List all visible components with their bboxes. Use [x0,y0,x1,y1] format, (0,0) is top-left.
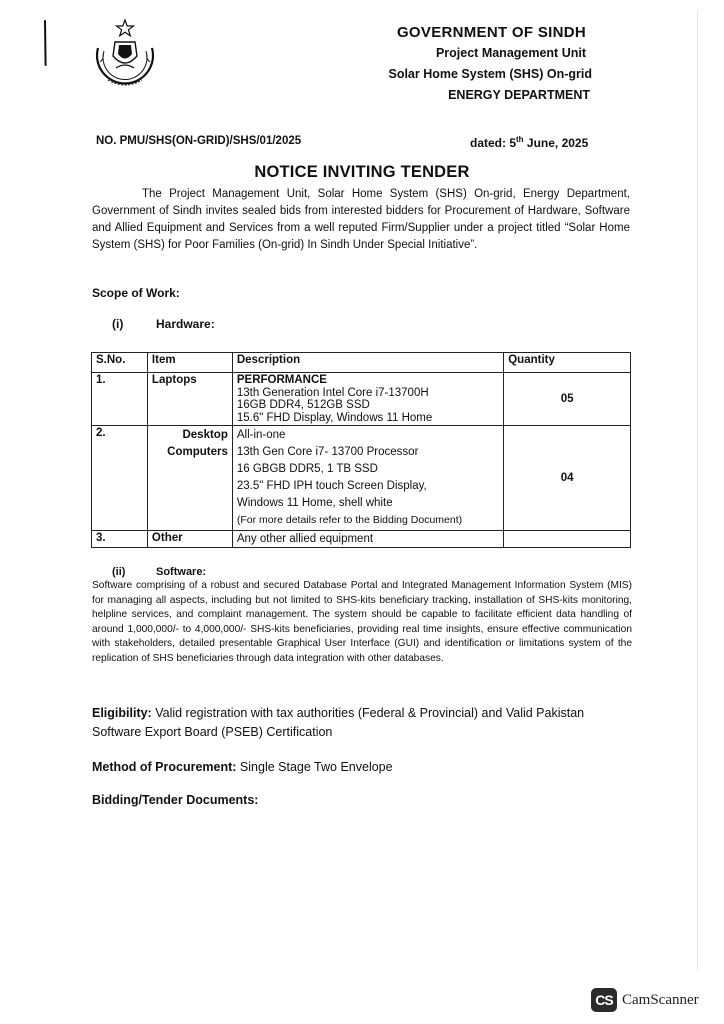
eligibility-paragraph [92,704,632,742]
camscanner-logo-icon: CS [591,988,617,1012]
page-edge-shadow [697,10,698,970]
row-sno: 2. [92,426,148,531]
hardware-heading: Hardware: [156,317,215,331]
row-quantity: 05 [504,373,631,426]
description-line: 13th Generation Intel Core i7-13700H [236,386,429,399]
row-quantity: 04 [504,426,631,531]
bidding-documents-heading: Bidding/Tender Documents: [92,793,259,807]
notice-date-suffix: th [516,135,524,144]
column-header-item: Item [147,353,232,373]
camscanner-name: CamScanner [622,991,699,1008]
letterhead-project: Solar Home System (SHS) On-grid [388,67,592,81]
hardware-table [91,352,631,548]
letterhead [388,22,592,106]
column-header-quantity: Quantity [504,353,631,373]
column-header-sno: S.No. [92,353,148,373]
table-header-row [92,353,631,373]
table-row [92,373,631,426]
description-line: Any other allied equipment [236,533,374,545]
description-line: 13th Gen Core i7- 13700 Processor [236,446,419,458]
description-line: 16 GBGB DDR5, 1 TB SSD [236,463,378,475]
description-line: All-in-one [236,429,286,441]
software-heading: Software: [156,566,207,578]
intro-paragraph: The Project Management Unit, Solar Home System (SHS) On-grid, Energy Department, Government of Sindh invites sealed bids from interested bidders for Procurement of Hardware, Software and Allied Equipment and Services from a well reputed Firm/Supplier under a project titled “Solar Home System (SHS) for Poor Families (On-grid) In Sindh Under Special Initiative”. [92,188,630,251]
description-line: 23.5" FHD IPH touch Screen Display, [236,480,427,492]
row-description [232,426,503,531]
row-description [232,531,503,548]
pen-stroke-mark [43,20,47,66]
government-of-sindh-emblem-icon [86,18,164,98]
letterhead-unit: Project Management Unit [435,46,586,60]
letterhead-department: ENERGY DEPARTMENT [448,88,590,102]
camscanner-watermark [591,988,699,1012]
software-paragraph: Software comprising of a robust and secured Database Portal and Integrated Management Information System (MIS) for managing all aspects, including but not limited to SHS-kits beneficiary tracking, installation of SHS-kits monitoring, helpline services, and complaint management. The system should be capable to facilitate efficient data handling of around 1,000,000/- to 4,000,000/- SHS-kits beneficiaries, providing real time insights, ensure effective communication with stakeholders, detailed presentable Graphical User Interface (GUI) and identification or limitations system of the replication of SHS beneficiaries through data integration with other databases. [92,580,632,664]
column-header-description: Description [232,353,503,373]
row-description [232,373,503,426]
notice-date-label: dated: 5 [470,136,517,150]
row-item: Laptops [147,373,232,426]
eligibility-text: Valid registration with tax authorities (Federal & Provincial) and Valid Pakistan Software Export Board (PSEB) Certification [92,706,585,739]
hardware-number: (i) [112,317,124,331]
row-quantity [504,531,631,548]
description-line: Windows 11 Home, shell white [236,497,393,509]
description-line: 15.6" FHD Display, Windows 11 Home [236,411,433,424]
row-item [147,426,232,531]
description-line: (For more details refer to the Bidding Document) [236,514,463,526]
row-sno: 1. [92,373,148,426]
row-item: Other [147,531,232,548]
software-number: (ii) [112,566,126,578]
procurement-method-label: Method of Procurement: [92,760,237,774]
row-item-label: Desktop Computers [167,429,228,458]
procurement-method-text: Single Stage Two Envelope [236,760,393,774]
reference-number: NO. PMU/SHS(ON-GRID)/SHS/01/2025 [96,135,302,147]
notice-title: NOTICE INVITING TENDER [254,163,470,181]
scope-heading: Scope of Work: [92,286,180,300]
eligibility-label: Eligibility: [92,706,152,720]
row-sno: 3. [92,531,148,548]
description-line: 16GB DDR4, 512GB SSD [236,399,370,411]
procurement-method [92,760,393,774]
notice-date-rest: June, 2025 [523,136,589,150]
notice-date [470,135,588,150]
table-row [92,531,631,548]
letterhead-government: GOVERNMENT OF SINDH [396,24,586,41]
table-row [92,426,631,531]
description-line: PERFORMANCE [236,374,327,386]
